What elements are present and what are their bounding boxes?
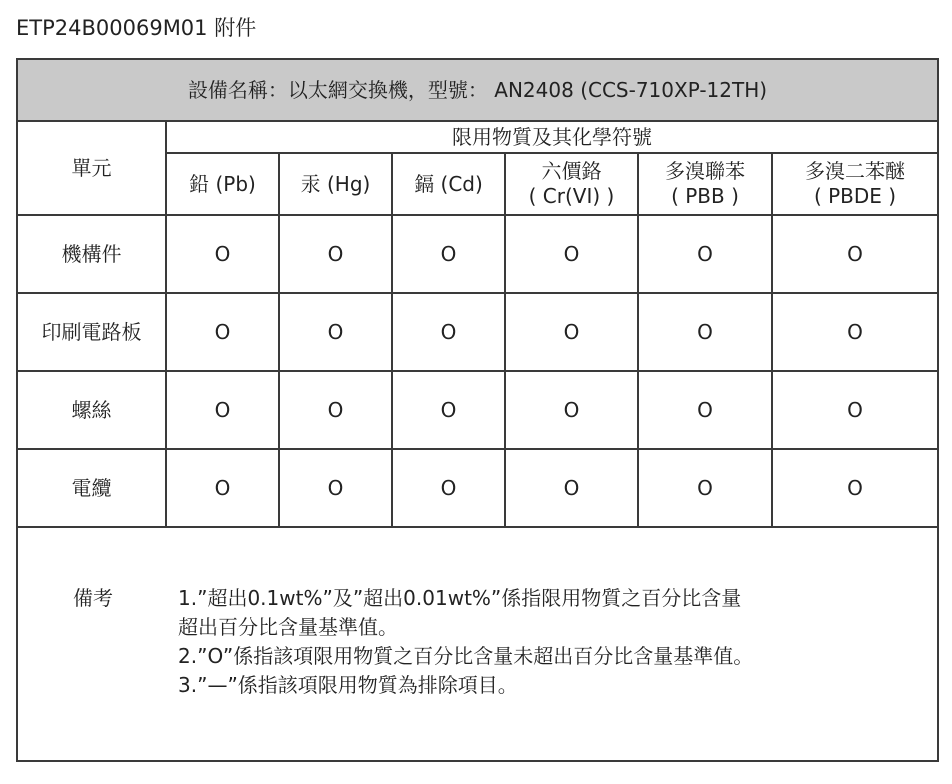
substance-name: 鎘 (Cd) bbox=[414, 171, 483, 196]
restricted-substances-table bbox=[16, 58, 939, 762]
substance-mark: O bbox=[772, 215, 938, 293]
notes-body bbox=[168, 584, 753, 700]
substance-mark: O bbox=[392, 293, 505, 371]
substance-mark: O bbox=[279, 371, 392, 449]
unit-name: 印刷電路板 bbox=[17, 293, 166, 371]
unit-name: 電纜 bbox=[17, 449, 166, 527]
substance-header bbox=[638, 153, 772, 215]
unit-name: 機構件 bbox=[17, 215, 166, 293]
substance-mark: O bbox=[279, 449, 392, 527]
substance-mark: O bbox=[638, 449, 772, 527]
note-line: 2.”O”係指該項限用物質之百分比含量未超出百分比含量基準值。 bbox=[178, 644, 754, 668]
table-row bbox=[17, 371, 938, 449]
table-row bbox=[17, 449, 938, 527]
substance-name: 鉛 (Pb) bbox=[189, 171, 256, 196]
substance-mark: O bbox=[772, 293, 938, 371]
substance-mark: O bbox=[279, 215, 392, 293]
substance-mark: O bbox=[505, 371, 638, 449]
notes-label: 備考 bbox=[73, 586, 113, 610]
unit-name: 螺絲 bbox=[17, 371, 166, 449]
substance-mark: O bbox=[392, 449, 505, 527]
substance-mark: O bbox=[638, 371, 772, 449]
substance-header bbox=[166, 153, 279, 215]
substance-mark: O bbox=[166, 449, 279, 527]
equipment-title: 設備名稱：以太網交換機，型號： AN2408 (CCS-710XP-12TH) bbox=[17, 59, 938, 121]
table-row bbox=[17, 293, 938, 371]
substance-mark: O bbox=[166, 215, 279, 293]
substance-mark: O bbox=[166, 371, 279, 449]
substance-mark: O bbox=[279, 293, 392, 371]
substance-mark: O bbox=[505, 215, 638, 293]
substance-mark: O bbox=[392, 371, 505, 449]
substance-symbol: ( PBDE ) bbox=[813, 184, 897, 208]
substance-mark: O bbox=[638, 293, 772, 371]
note-line: 超出百分比含量基準值。 bbox=[178, 615, 398, 639]
substance-header bbox=[505, 153, 638, 215]
substance-header bbox=[392, 153, 505, 215]
document-id: ETP24B00069M01 附件 bbox=[16, 16, 257, 40]
substance-name: 多溴聯苯 bbox=[665, 159, 745, 183]
substance-name: 六價鉻 bbox=[541, 159, 602, 183]
note-line: 3.”—”係指該項限用物質為排除項目。 bbox=[178, 673, 518, 697]
table-row bbox=[17, 215, 938, 293]
substance-mark: O bbox=[772, 449, 938, 527]
notes-section bbox=[17, 527, 938, 761]
substance-mark: O bbox=[392, 215, 505, 293]
substance-header bbox=[279, 153, 392, 215]
substance-header bbox=[772, 153, 938, 215]
substance-group-header: 限用物質及其化學符號 bbox=[166, 121, 938, 153]
substance-mark: O bbox=[505, 293, 638, 371]
substance-name: 汞 (Hg) bbox=[300, 171, 371, 196]
note-line: 1.”超出0.1wt%”及”超出0.01wt%”係指限用物質之百分比含量 bbox=[178, 586, 742, 610]
unit-header: 單元 bbox=[17, 121, 166, 215]
substance-mark: O bbox=[505, 449, 638, 527]
substance-mark: O bbox=[772, 371, 938, 449]
substance-symbol: ( Cr(VI) ) bbox=[528, 184, 615, 208]
substance-mark: O bbox=[638, 215, 772, 293]
substance-symbol: ( PBB ) bbox=[671, 184, 739, 208]
substance-mark: O bbox=[166, 293, 279, 371]
substance-name: 多溴二苯醚 bbox=[805, 159, 905, 183]
